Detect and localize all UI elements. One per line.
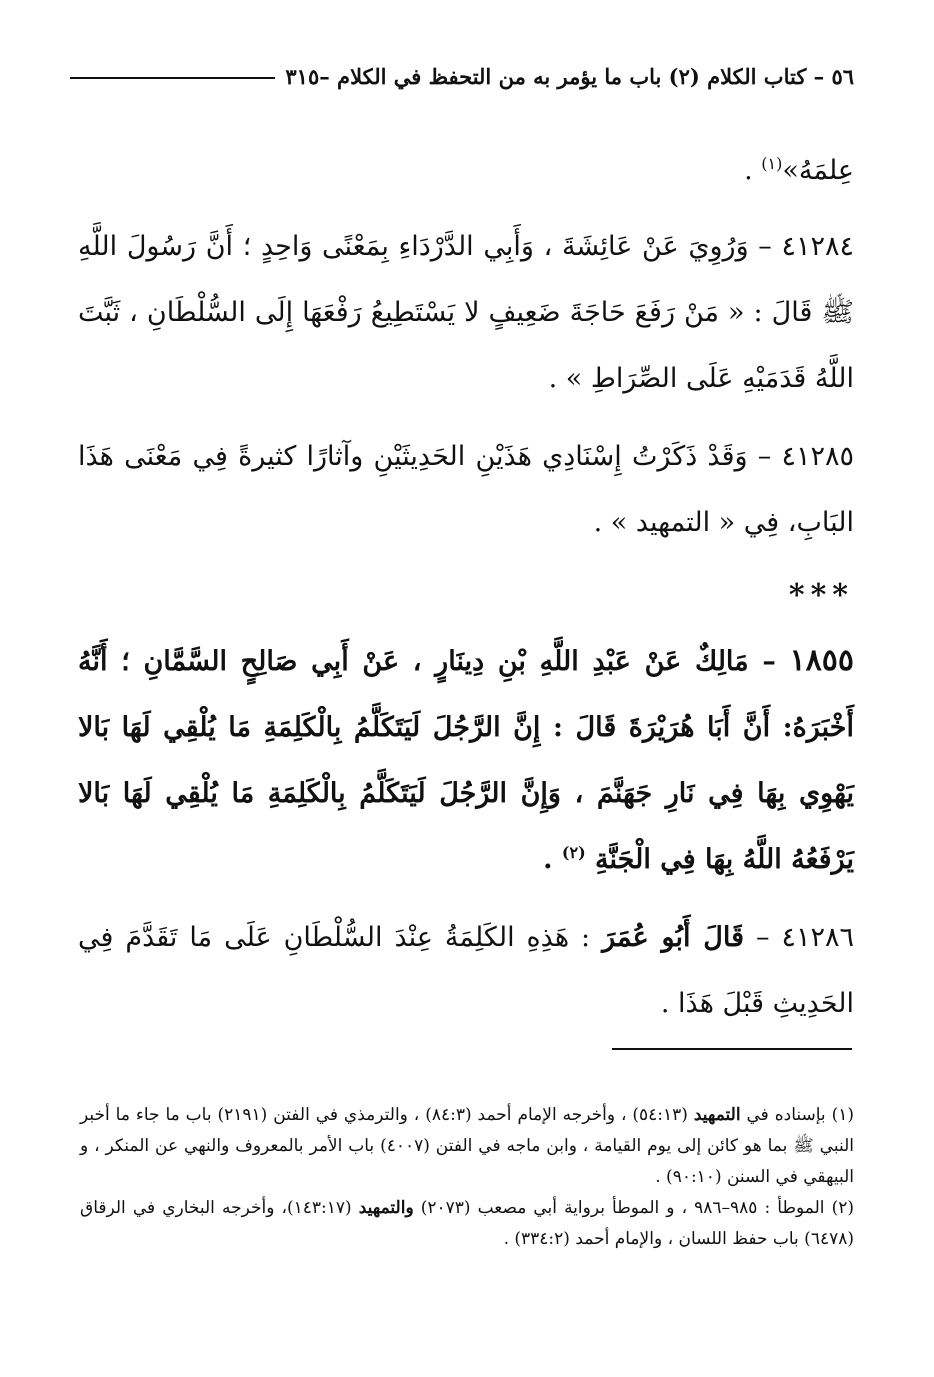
continuation-end: .	[744, 155, 762, 186]
paragraph-41286	[78, 905, 854, 1037]
hadith-1855	[78, 628, 854, 893]
hadith-text: – مَالِكٌ عَنْ عَبْدِ اللَّهِ بْنِ دِينَارٍ ، عَنْ أَبِي صَالِحٍ السَّمَّانِ ؛ أَنَّهُ أَخْبَرَهُ: أَنَّ أَبَا هُرَيْرَةَ قَالَ : إِنَّ الرَّجُلَ لَيَتَكَلَّمُ بِالْكَلِمَةِ مَا يُلْقِي لَهَا بَالا يَهْوِي بِهَا فِي نَارِ جَهَنَّمَ ، وَإِنَّ الرَّجُلَ لَيَتَكَلَّمُ بِالْكَلِمَةِ مَا يُلْقِي لَهَا بَالا يَرْفَعُهُ اللَّهُ بِهَا فِي الْجَنَّةِ	[78, 646, 854, 875]
hadith-number: ١٨٥٥	[789, 643, 854, 678]
footnote-1	[80, 1100, 854, 1193]
section-separator: ***	[788, 578, 854, 613]
paragraph-41285: ٤١٢٨٥ – وَقَدْ ذَكَرْتُ إِسْنَادِي هَذَيْنِ الحَدِيثَيْنِ وآثارًا كثيرةً فِي مَعْنَى هَذَا البَابِ، فِي « التمهيد » .	[78, 441, 854, 538]
main-text	[78, 138, 854, 1049]
footnote-1-source: التمهيد	[693, 1105, 741, 1125]
paragraph-number: ٤١٢٨٦ –	[744, 922, 854, 953]
footnote-2	[80, 1193, 854, 1255]
paragraph-text: : هَذِهِ الكَلِمَةُ عِنْدَ السُّلْطَانِ عَلَى مَا تَقَدَّمَ فِي الحَدِيثِ قَبْلَ هَذَا .	[78, 922, 854, 1019]
continuation-text: عِلمَهُ»	[782, 155, 854, 186]
running-header	[70, 58, 854, 94]
footnote-separator	[612, 1048, 852, 1050]
paragraph-41284: ٤١٢٨٤ – وَرُوِيَ عَنْ عَائِشَةَ ، وَأَبِي الدَّرْدَاءِ بِمَعْنًى وَاحِدٍ ؛ أَنَّ رَسُولَ اللَّهِ ﷺ قَالَ : « مَنْ رَفَعَ حَاجَةَ ضَعِيفٍ لا يَسْتَطِيعُ رَفْعَهَا إِلَى السُّلْطَانِ ، ثَبَّتَ اللَّهُ قَدَمَيْهِ عَلَى الصِّرَاطِ » .	[78, 231, 854, 394]
footnote-1-rest: (٥٤:١٣) ، وأخرجه الإمام أحمد (٨٤:٣) ، والترمذي في الفتن (٢١٩١) باب ما جاء ما أخبر النبي ﷺ بما هو كائن إلى يوم القيامة ، وابن ماجه في الفتن (٤٠٠٧) باب الأمر بالمعروف والنهي عن المنكر ، و البيهقي في السنن (٩٠:١٠) .	[80, 1105, 855, 1187]
footnote-1-start: (١) بإسناده في	[740, 1105, 854, 1125]
paragraph-continuation	[78, 138, 854, 204]
footnote-2-rest: (١٤٣:١٧)، وأخرجه البخاري في الرقاق (٦٤٧٨) باب حفظ اللسان ، والإمام أحمد (٣٣٤:٢) .	[80, 1198, 854, 1249]
footnote-ref-2: (٢)	[561, 843, 586, 862]
footnote-2-source: والتمهيد	[358, 1198, 414, 1218]
abu-umar-lead: قَالَ أَبُو عُمَرَ	[602, 922, 745, 953]
footnotes	[80, 1100, 854, 1255]
header-rule	[70, 77, 275, 79]
footnote-ref-1: (١)	[761, 154, 783, 173]
header-title: ٥٦ – كتاب الكلام (٢) باب ما يؤمر به من التحفظ في الكلام –٣١٥	[285, 63, 854, 89]
footnote-2-start: (٢) الموطأ : ٩٨٥–٩٨٦ ، و الموطأ برواية أبي مصعب (٢٠٧٣)	[413, 1198, 855, 1218]
hadith-end: .	[543, 844, 562, 875]
